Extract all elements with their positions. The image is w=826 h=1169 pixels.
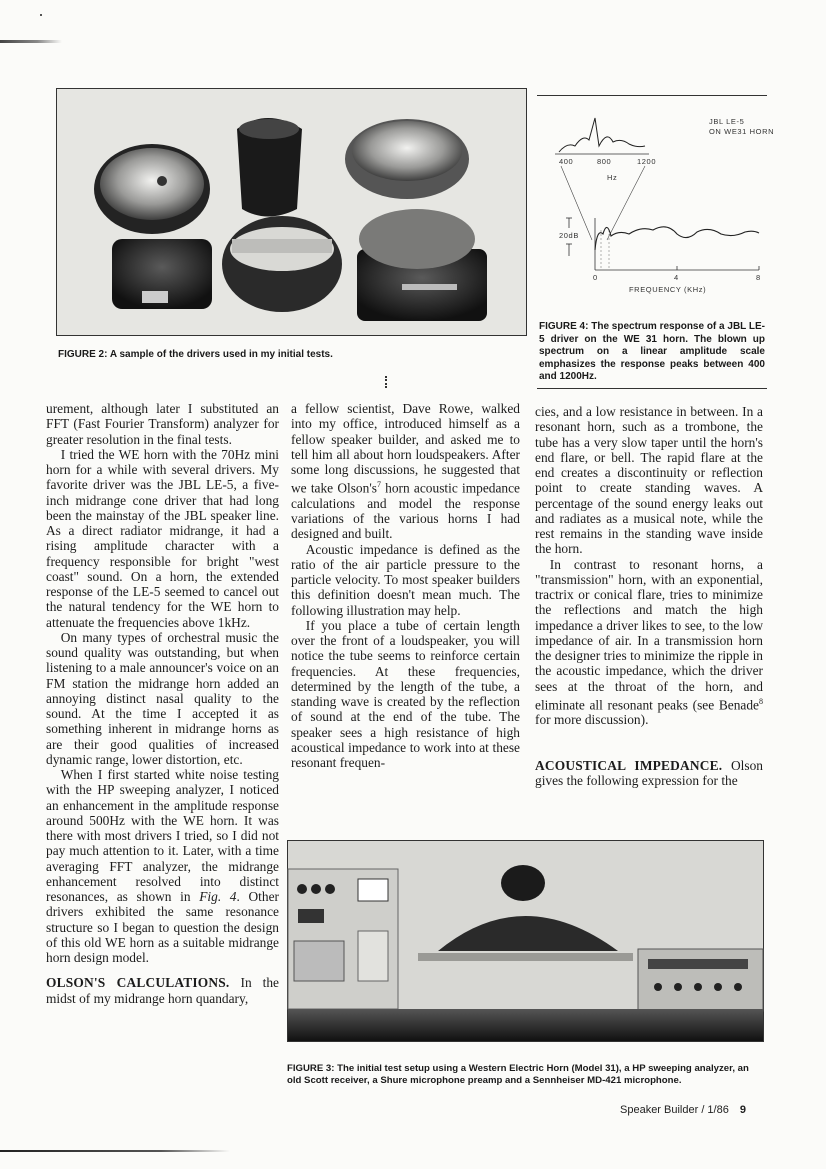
footer-source: Speaker Builder / 1/86 [620, 1104, 729, 1116]
col1-paragraph-4 [46, 767, 279, 965]
scan-mark-top-left [0, 40, 62, 43]
col3-paragraph-1: cies, and a low resistance in between. In a resonant horn, such as a trombone, the tube has a very slow taper until the horn's end flare, or bell. The rapid flare at the end creates a discontinuity or reflection point to create standing waves. A percentage of the sound energy leaks out and radiates as a musical note, while the rest remains in the standing wave inside the horn. [535, 404, 763, 557]
inset-tick-800: 800 [597, 157, 612, 166]
scan-dot [40, 14, 42, 16]
inset-spectrum-line [559, 118, 645, 152]
drivers-photo-illustration [57, 89, 526, 335]
figure-3-caption: FIGURE 3: The initial test setup using a Western Electric Horn (Model 31), a HP sweeping analyzer, an old Scott receiver, a Shure microphone preamp and a Sennheiser MD-421 microphone. [287, 1063, 749, 1086]
footnote-7: 7 [376, 480, 381, 490]
text-column-2 [291, 401, 520, 770]
page-number: 9 [739, 1104, 747, 1116]
x-tick-8: 8 [756, 273, 761, 282]
x-tick-4: 4 [674, 273, 679, 282]
col3-p2-end: for more discussion). [535, 712, 649, 728]
figure-2-caption: FIGURE 2: A sample of the drivers used in my initial tests. [58, 349, 333, 360]
zoom-connector-left [561, 166, 592, 240]
col1-paragraph-3: On many types of orchestral music the sound quality was outstanding, but when listening to a male announcer's voice on an FM station the midrange horn added an annoying distinct nasal quality to the sound. At the time I accepted it as something inherent in midrange horns as are their good qualities of increased dynamic range, lower distortion, etc. [46, 629, 279, 767]
col1-p4-text: When I first started white noise testing with the HP sweeping analyzer, I noticed an enhancement in the amplitude response around 500Hz with the WE horn. It was there with most drivers I tried, so I did not pay much attention to it. Later, with a time averaging FFT analyzer, the midrange enhancement resolved into distinct resonances, as shown in [46, 767, 279, 904]
figure-3-photo [287, 840, 764, 1042]
main-spectrum-line [595, 227, 759, 250]
figure-4-caption: FIGURE 4: The spectrum response of a JBL LE-5 driver on the WE 31 horn. The blown up spectrum on a linear amplitude scale emphasizes the response peaks between 400 and 1200Hz. [539, 321, 765, 383]
figure-4-top-rule [537, 95, 767, 96]
section-heading-olson: OLSON'S CALCULATIONS. [46, 975, 230, 991]
col2-p1-text: a fellow scientist, Dave Rowe, walked into my office, introduced himself as a fellow speaker builder, and asked me to tell him all about horn loudspeakers. After some long discussions, he suggested that we take Olson's [291, 401, 520, 496]
text-column-1 [46, 401, 279, 1006]
section-heading-acoustical-impedance: ACOUSTICAL IMPEDANCE. [535, 757, 723, 773]
col3-paragraph-3 [535, 758, 763, 789]
figure-4-label-top: JBL LE-5 [709, 117, 745, 126]
col1-p5-text: In the midst of my midrange horn quandary, [46, 975, 280, 1006]
text-column-3 [535, 404, 763, 788]
col3-p3-text: Olson gives the following expression for the [535, 757, 763, 788]
figure-4-spectrum-plot [537, 100, 775, 300]
col1-paragraph-1: urement, although later I substituted an FFT (Fast Fourier Transform) analyzer for greater resolution in the final tests. [46, 401, 279, 447]
scan-mark-bottom [0, 1150, 230, 1152]
col1-paragraph-5 [46, 975, 279, 1006]
test-setup-photo-illustration [288, 841, 763, 1041]
page-footer [620, 1104, 746, 1116]
col2-p1-end: horn acoustic impedance calculations and model the response variations of the various horns I had designed and built. [291, 480, 520, 542]
inset-tick-1200: 1200 [637, 157, 657, 166]
center-mark [385, 376, 389, 388]
inset-tick-400: 400 [559, 157, 574, 166]
col2-paragraph-2: Acoustic impedance is defined as the ratio of the air particle pressure to the particle velocity. To most speaker builders this definition doesn't mean much. The following illustration may help. [291, 541, 520, 618]
fig-4-reference: Fig. 4 [199, 889, 237, 904]
inset-unit: Hz [607, 173, 618, 182]
col1-paragraph-2: I tried the WE horn with the 70Hz mini horn for a while with several drivers. My favorite driver was the JBL LE-5, a five-inch midrange cone driver that had long been the mainstay of the JBL speaker line. As a direct radiator midrange, it had a rising amplitude character with a frequency responsible for bright "west coast" sound. On a horn, the extended response of the LE-5 seemed to cancel out the natural tendency for the WE horn to attenuate the frequencies above 1kHz. [46, 446, 279, 630]
x-axis-label: FREQUENCY (KHz) [629, 285, 707, 294]
figure-2-photo [56, 88, 527, 336]
db-scale-label: 20dB [559, 231, 579, 240]
figure-4-bottom-rule [537, 388, 767, 389]
x-tick-0: 0 [593, 273, 598, 282]
footnote-8: 8 [759, 696, 763, 706]
col2-paragraph-3: If you place a tube of certain length over the front of a loudspeaker, you will notice the tube seems to reinforce certain frequencies. At these frequencies, determined by the length of the tube, a standing wave is created by the reflection of sound at the end of the tube. The speaker sees a high resistance of high acoustical impedance to work into at these resonant frequen- [291, 617, 520, 771]
col3-paragraph-2 [535, 557, 763, 728]
figure-4-label-bottom: ON WE31 HORN [709, 127, 775, 136]
col1-p4-end: . Other drivers exhibited the same resonance structure so I began to question the design of this old WE horn as a suitable midrange horn design model. [46, 889, 279, 965]
col2-paragraph-1 [291, 401, 520, 542]
col3-p2-text: In contrast to resonant horns, a "transmission" horn, with an exponential, tractrix or conical flare, tries to minimize the reflections and match the high impedance a driver likes to see, to the low impedance of air. In a transmission horn the designer tries to minimize the ripple in the acoustic impedance, which the driver sees at the throat of the horn, and eliminate all resonant peaks (see Benade [535, 556, 763, 713]
